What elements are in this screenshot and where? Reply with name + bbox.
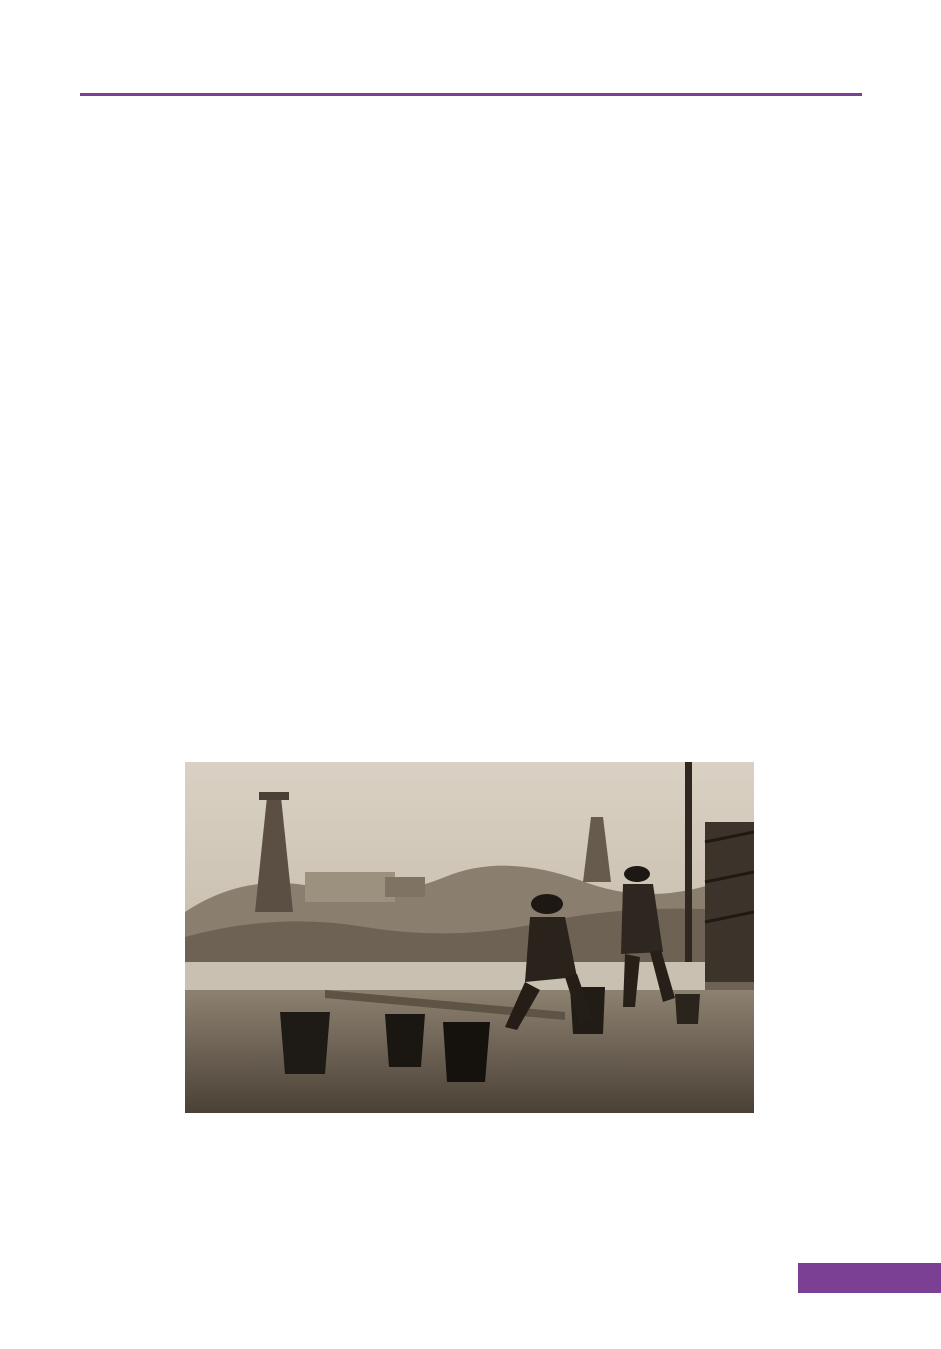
- figure-photo: [185, 762, 754, 1113]
- oil-workers-photo: [185, 762, 754, 1113]
- header-rule: [80, 93, 862, 96]
- page-number: [798, 1263, 941, 1293]
